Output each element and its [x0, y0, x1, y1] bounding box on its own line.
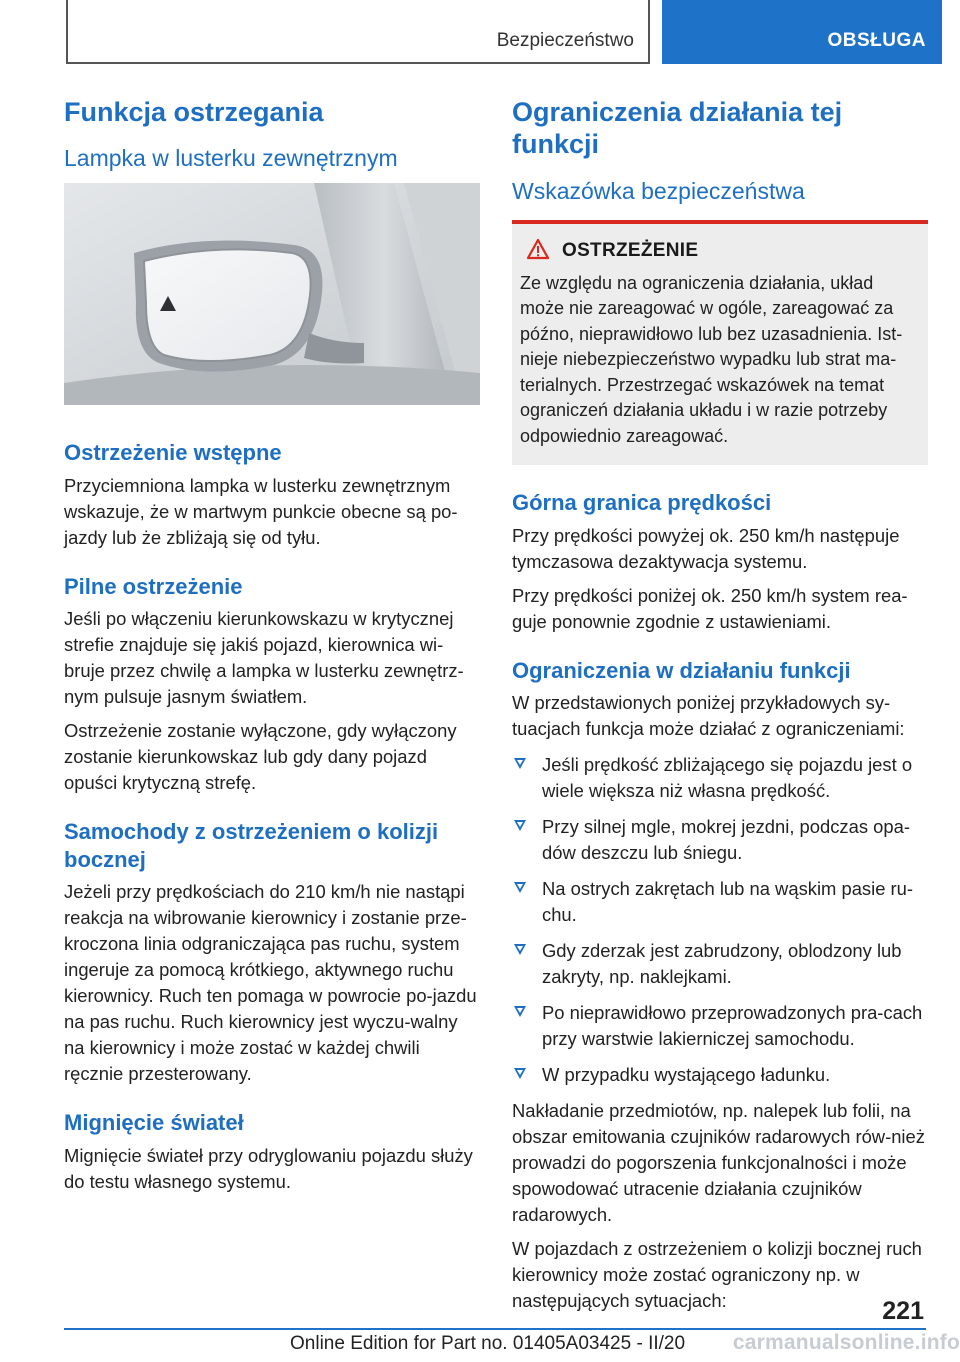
heading-function-limits: Ograniczenia w działaniu funkcji [512, 657, 851, 683]
bullet-triangle-icon [514, 944, 526, 955]
subheading-safety-note: Wskazówka bezpieczeństwa [512, 177, 805, 204]
paragraph-upper-speed-2: Przy prędkości poniżej ok. 250 km/h system rea-guje ponownie zgodnie z ustawieniami. [512, 584, 908, 632]
list-item: Jeśli prędkość zbliżającego się pojazdu jest o wiele większa niż własna prędkość. [512, 752, 928, 804]
paragraph-light-flash: Mignięcie świateł przy odryglowaniu pojazdu służy do testu własnego systemu. [64, 1144, 473, 1192]
paragraph-limits-intro: W przedstawionych poniżej przykładowych sy-tuacjach funkcja może działać z ograniczeniami: [512, 692, 905, 740]
paragraph-pre-warning: Przyciemniona lampka w lusterku zewnętrznym wskazuje, że w martwym punkcie obecne są po-jazdy lub że zbliżają się od tyłu. [64, 474, 458, 548]
page-number: 221 [882, 1297, 924, 1325]
warning-box [512, 220, 928, 466]
bullet-triangle-icon [514, 820, 526, 831]
mirror-photo [64, 183, 480, 405]
left-column [64, 96, 482, 1195]
right-column [512, 96, 928, 1314]
heading-urgent-warning: Pilne ostrzeżenie [64, 573, 243, 599]
chapter-title: OBSŁUGA [827, 30, 926, 51]
warning-triangle-icon [526, 238, 550, 265]
footer-divider [64, 1328, 926, 1330]
list-item: Na ostrych zakrętach lub na wąskim pasie ru-chu. [512, 876, 928, 928]
main-heading-right: Ograniczenia działania tej funkcji [512, 97, 843, 160]
bullet-triangle-icon [514, 882, 526, 893]
header-chapter-tab[interactable] [662, 0, 942, 64]
subheading-mirror-lamp: Lampka w lusterku zewnętrznym [64, 145, 398, 172]
warning-title: OSTRZEŻENIE [562, 240, 699, 262]
footer-edition: Online Edition for Part no. 01405A03425 - II/20 [290, 1333, 686, 1354]
bullet-triangle-icon [514, 1068, 526, 1079]
side-mirror-illustration [64, 183, 480, 405]
heading-pre-warning: Ostrzeżenie wstępne [64, 440, 282, 466]
heading-light-flash: Mignięcie świateł [64, 1110, 244, 1136]
bullet-triangle-icon [514, 758, 526, 769]
heading-upper-speed-limit: Górna granica prędkości [512, 490, 772, 516]
heading-side-collision: Samochody z ostrzeżeniem o kolizji bocznej [64, 819, 439, 872]
section-title: Bezpieczeństwo [496, 30, 634, 51]
footer-watermark[interactable]: carmanualsonline.info [732, 1331, 960, 1354]
paragraph-urgent-warning-1: Jeśli po włączeniu kierunkowskazu w krytycznej strefie znajduje się jakiś pojazd, kierownica wi-bruje przez chwilę a lampka w lusterku zewnętrz-nym pulsuje jasnym światłem. [64, 608, 464, 708]
limitations-list [512, 752, 928, 1088]
warning-text: Ze względu na ograniczenia działania, układ może nie zareagować w ogóle, zareagować za późno, nieprawidłowo lub bez uzasadnienia. Ist-nieje niebezpieczeństwo wypadku lub strat ma-terialnych. Przestrzegać wskazówek na temat ograniczeń działania układu i w razie potrzeby odpowiednio zareagować. [520, 272, 903, 446]
list-item: Przy silnej mgle, mokrej jezdni, podczas opa-dów deszczu lub śniegu. [512, 814, 928, 866]
header-section-box [66, 0, 650, 64]
paragraph-urgent-warning-2: Ostrzeżenie zostanie wyłączone, gdy wyłączony zostanie kierunkowskaz lub gdy dany pojazd opuści krytyczną strefę. [64, 720, 457, 794]
list-item: Po nieprawidłowo przeprowadzonych pra-cach przy warstwie lakierniczej samochodu. [512, 1000, 928, 1052]
paragraph-upper-speed-1: Przy prędkości powyżej ok. 250 km/h następuje tymczasowa dezaktywacja systemu. [512, 524, 900, 572]
paragraph-sticker-note: Nakładanie przedmiotów, np. nalepek lub folii, na obszar emitowania czujników radarowych rów-nież prowadzi do pogorszenia funkcjonalności i może spowodować utracenie działania czujników radarowych. [512, 1100, 925, 1226]
warning-header [520, 238, 920, 265]
list-item: Gdy zderzak jest zabrudzony, oblodzony lub zakryty, np. naklejkami. [512, 938, 928, 990]
main-heading-left: Funkcja ostrzegania [64, 97, 324, 127]
list-item: W przypadku wystającego ładunku. [512, 1062, 928, 1088]
paragraph-steering-limited: W pojazdach z ostrzeżeniem o kolizji bocznej ruch kierownicy może zostać ograniczony np. w następujących sytuacjach: [512, 1238, 922, 1312]
paragraph-side-collision: Jeżeli przy prędkościach do 210 km/h nie nastąpi reakcja na wibrowanie kierownicy i zostanie prze-kroczona linia odgraniczająca pas ruchu, system ingeruje za pomocą krótkiego, aktywnego ruchu kierownicy. Ruch ten pomaga w powrocie po-jazdu na pas ruchu. Ruch kierownicy jest wyczu-walny na kierownicy i może zostać w każdej chwili ręcznie przesterowany. [64, 881, 477, 1085]
bullet-triangle-icon [514, 1006, 526, 1017]
